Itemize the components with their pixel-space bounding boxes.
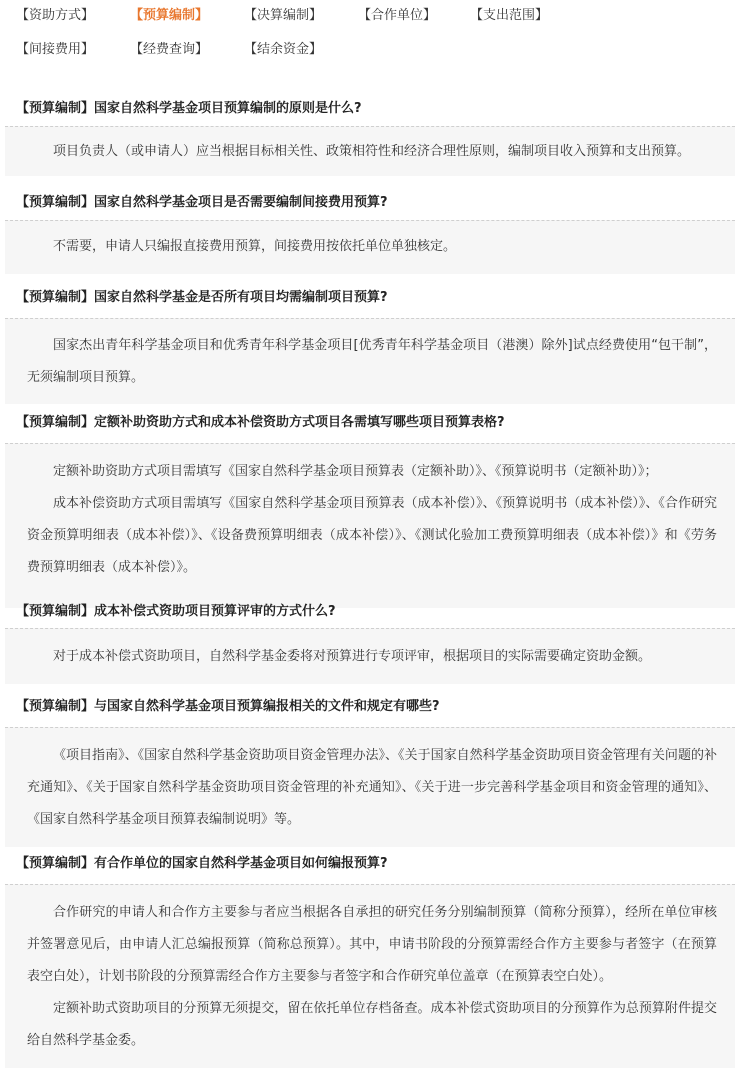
faq-question: 【预算编制】定额补助资助方式和成本补偿资助方式项目各需填写哪些项目预算表格? [16, 415, 505, 430]
tab-partner-units[interactable]: 【合作单位】 [358, 8, 437, 23]
faq-answer [5, 318, 735, 404]
faq-answer [5, 126, 735, 176]
faq-question: 【预算编制】国家自然科学基金项目预算编制的原则是什么? [16, 101, 362, 116]
tab-indirect-costs[interactable]: 【间接费用】 [16, 42, 95, 57]
tab-surplus-funds[interactable]: 【结余资金】 [244, 42, 323, 57]
answer-paragraph: 定额补助式资助项目的分预算无须提交，留在依托单位存档备查。成本补偿式资助项目的分预算作为总预算附件提交给自然科学基金委。 [27, 1001, 717, 1048]
faq-answer [5, 727, 735, 847]
faq-question: 【预算编制】国家自然科学基金是否所有项目均需编制项目预算? [16, 290, 388, 305]
tab-final-accounts[interactable]: 【决算编制】 [244, 8, 323, 23]
answer-paragraph: 成本补偿资助方式项目需填写《国家自然科学基金项目预算表（成本补偿）》、《预算说明书（成本补偿）》、《合作研究资金预算明细表（成本补偿）》、《设备费预算明细表（成本补偿）》、《测试化验加工费预算明细表（成本补偿）》和《劳务费预算明细表（成本补偿）》。 [27, 496, 717, 575]
answer-paragraph: 定额补助资助方式项目需填写《国家自然科学基金项目预算表（定额补助）》、《预算说明书（定额补助）》； [53, 464, 658, 479]
faq-answer [5, 628, 735, 684]
faq-question: 【预算编制】与国家自然科学基金项目预算编报相关的文件和规定有哪些? [16, 699, 440, 714]
answer-paragraph: 项目负责人（或申请人）应当根据目标相关性、政策相符性和经济合理性原则，编制项目收入预算和支出预算。 [53, 144, 691, 159]
tab-budget-preparation[interactable]: 【预算编制】 [130, 8, 209, 23]
faq-answer [5, 884, 735, 1068]
answer-paragraph: 《项目指南》、《国家自然科学基金资助项目资金管理办法》、《关于国家自然科学基金资助项目资金管理有关问题的补充通知》、《关于国家自然科学基金资助项目资金管理的补充通知》、《关于进一步完善科学基金项目和资金管理的通知》、《国家自然科学基金项目预算表编制说明》等。 [27, 748, 717, 827]
answer-paragraph: 合作研究的申请人和合作方主要参与者应当根据各自承担的研究任务分别编制预算（简称分预算），经所在单位审核并签署意见后，由申请人汇总编报预算（简称总预算）。其中，申请书阶段的分预算需经合作方主要参与者签字（在预算表空白处），计划书阶段的分预算需经合作方主要参与者签字和合作研究单位盖章（在预算表空白处）。 [27, 905, 717, 984]
category-tabs [0, 0, 739, 80]
answer-paragraph: 国家杰出青年科学基金项目和优秀青年科学基金项目[优秀青年科学基金项目（港澳）除外]试点经费使用“包干制”，无须编制项目预算。 [27, 338, 717, 385]
faq-question: 【预算编制】有合作单位的国家自然科学基金项目如何编报预算? [16, 856, 388, 871]
answer-paragraph: 不需要，申请人只编报直接费用预算，间接费用按依托单位单独核定。 [53, 239, 457, 254]
tab-funding-method[interactable]: 【资助方式】 [16, 8, 95, 23]
tab-expense-scope[interactable]: 【支出范围】 [470, 8, 549, 23]
faq-answer [5, 220, 735, 274]
faq-question: 【预算编制】成本补偿式资助项目预算评审的方式什么? [16, 604, 336, 619]
answer-paragraph: 对于成本补偿式资助项目，自然科学基金委将对预算进行专项评审，根据项目的实际需要确定资助金额。 [53, 649, 652, 664]
faq-answer [5, 443, 735, 608]
tab-fund-inquiry[interactable]: 【经费查询】 [130, 42, 209, 57]
faq-question: 【预算编制】国家自然科学基金项目是否需要编制间接费用预算? [16, 195, 388, 210]
